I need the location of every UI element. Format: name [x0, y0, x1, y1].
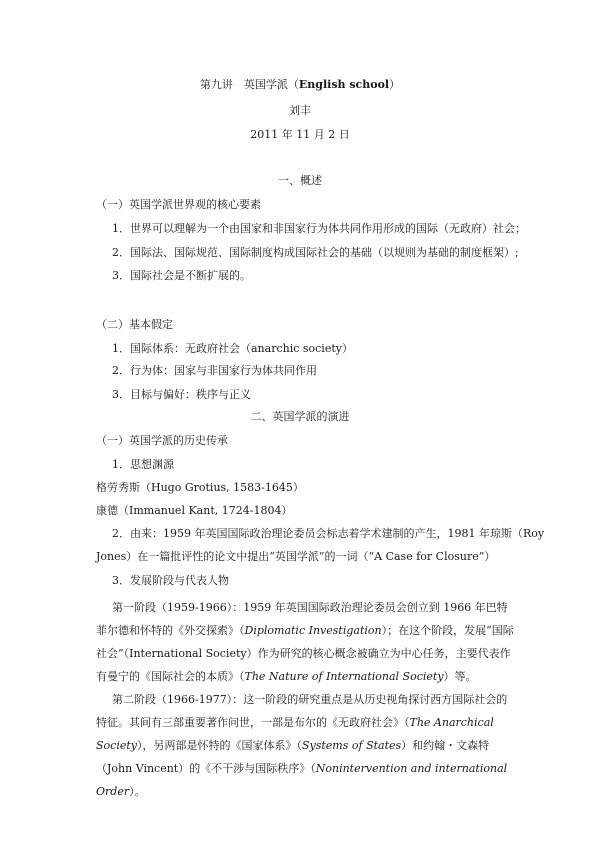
subsection-heading-core-elements: （一）英国学派世界观的核心要素: [96, 198, 261, 211]
list-item: 1．思想渊源: [112, 458, 174, 471]
list-item: 2．国际法、国际规范、国际制度构成国际社会的基础（以规则为基础的制度框架）;: [112, 246, 519, 259]
subsection-heading-history: （一）英国学派的历史传承: [96, 434, 228, 447]
list-item: 3．目标与偏好：秩序与正义: [112, 388, 251, 401]
date: 2011 年 11 月 2 日: [250, 128, 350, 141]
stage2-paragraph: 第二阶段（1966-1977）：这一阶段的研究重点是从历史视角探讨西方国际社会的特征。其间有三部重要著作问世，一部是布尔的《无政府社会》（The Anarchical Society），另两部是怀特的《国家体系》（Systems of States）和约翰・文森特（John Vincent）的《不干涉与国际秩序》（Nonintervention and international Order）。: [96, 693, 508, 798]
list-item: 3．发展阶段与代表人物: [112, 574, 229, 587]
list-item: 1．国际体系：无政府社会（anarchic society）: [112, 342, 353, 355]
name-grotius: 格劳秀斯（Hugo Grotius, 1583-1645）: [96, 481, 304, 494]
subsection-heading-assumptions: （二）基本假定: [96, 318, 173, 331]
author: 刘丰: [289, 104, 311, 117]
list-item: 1．世界可以理解为一个由国家和非国家行为体共同作用形成的国际（无政府）社会；: [112, 222, 526, 235]
stage1-paragraph: 第一阶段（1959-1966）：1959 年英国国际政治理论委员会创立到 1966 年巴特菲尔德和怀特的《外交探索》（Diplomatic Investigation）；在这个阶段，发展“国际社会”（International Society）作为研究的核心概念被确立为中心任务，主要代表作有曼宁的《国际社会的本质》（The Nature of International Society）等。: [96, 601, 514, 683]
name-kant: 康德（Immanuel Kant, 1724-1804）: [96, 504, 293, 517]
section-heading-overview: 一、概述: [278, 174, 322, 187]
item2-line2: Jones）在一篇批评性的论文中提出“英国学派”的一词（“A Case for Closure”）: [96, 550, 496, 563]
item2-line1: 2．由来：1959 年英国国际政治理论委员会标志着学术建制的产生，1981 年琼斯（Roy: [112, 527, 545, 540]
list-item: 2．行为体：国家与非国家行为体共同作用: [112, 364, 317, 377]
page-title: 第九讲 英国学派（English school）: [199, 78, 401, 91]
list-item: 3．国际社会是不断扩展的。: [112, 269, 251, 282]
section-heading-evolution: 二、英国学派的演进: [250, 410, 350, 423]
